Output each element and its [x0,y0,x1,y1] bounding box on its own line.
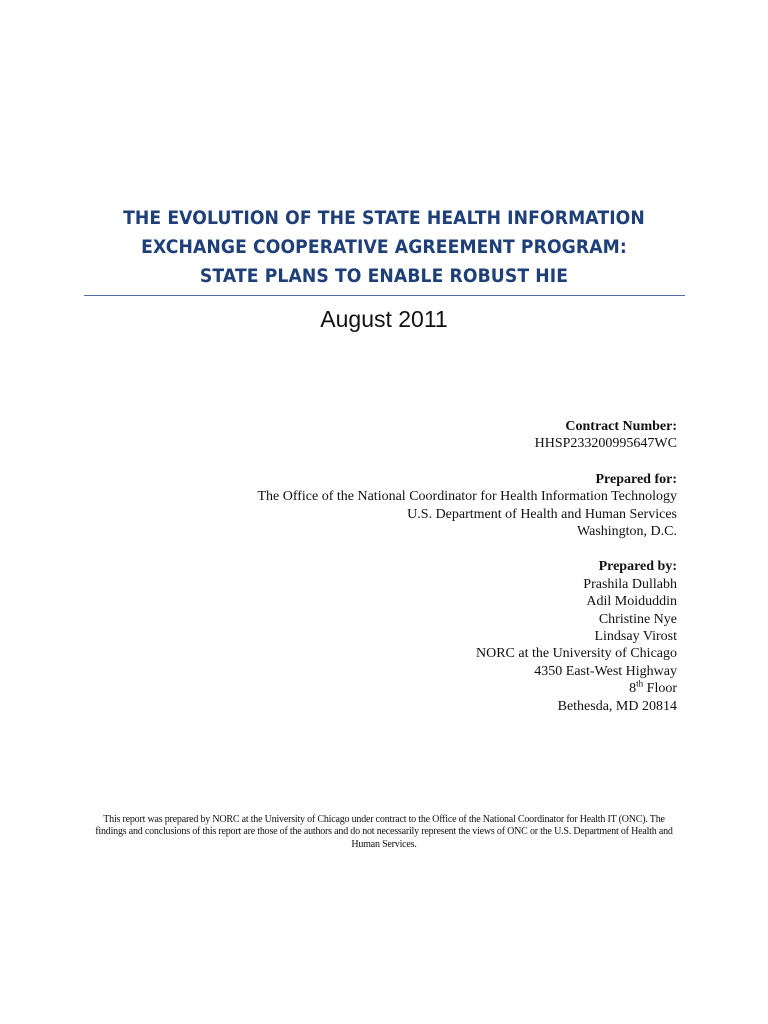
floor-word: Floor [643,681,677,697]
disclaimer-text: This report was prepared by NORC at the University of Chicago under contract to the Office of the National Coordinator for Health IT (ONC). The findings and conclusions of this report are those of the authors and do not necessarily represent the views of ONC or the U.S. Department of Health and Human Services. [95,814,673,850]
author-name: Lindsay Virost [594,629,677,645]
street-address: 4350 East-West Highway [534,663,677,679]
title-line-1: THE EVOLUTION OF THE STATE HEALTH INFORMATION [123,208,645,229]
report-title [105,204,663,291]
prepared-by-label: Prepared by: [598,559,677,575]
prepared-for-department: U.S. Department of Health and Human Services [407,506,677,522]
city-address: Bethesda, MD 20814 [557,698,677,714]
author-name: Adil Moiduddin [586,594,677,610]
prepared-for-location: Washington, D.C. [577,524,677,540]
prepared-for-office: The Office of the National Coordinator for Health Information Technology [257,489,677,505]
title-line-2: EXCHANGE COOPERATIVE AGREEMENT PROGRAM: [141,237,627,258]
prepared-by-section [157,558,677,715]
floor-suffix: th [636,678,644,689]
prepared-for-section [157,471,677,541]
prepared-for-label: Prepared for: [595,471,677,487]
author-name: Prashila Dullabh [583,576,677,592]
title-line-3: STATE PLANS TO ENABLE ROBUST HIE [199,266,569,287]
contract-number: HHSP233200995647WC [534,436,677,452]
title-divider [84,295,685,296]
report-details [157,418,677,733]
contract-section [157,418,677,453]
organization-name: NORC at the University of Chicago [475,646,677,662]
floor-address [157,680,677,697]
report-date: August 2011 [320,306,448,332]
floor-number: 8 [629,681,637,697]
contract-label: Contract Number: [565,419,677,434]
author-name: Christine Nye [598,611,677,627]
